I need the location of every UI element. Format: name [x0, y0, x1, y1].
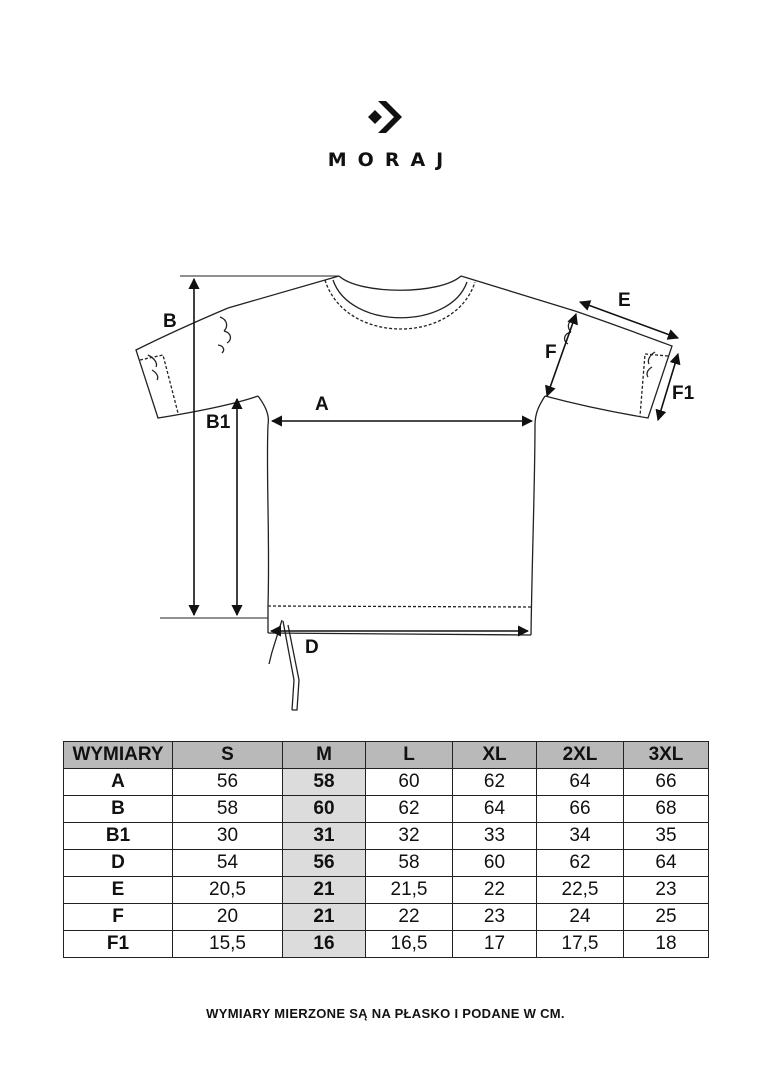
- cell: 58: [366, 850, 453, 877]
- row-label: F1: [64, 931, 173, 958]
- cell: 64: [624, 850, 709, 877]
- cell: 23: [624, 877, 709, 904]
- dimension-lines: [194, 279, 678, 631]
- cell: 54: [173, 850, 283, 877]
- cell: 32: [366, 823, 453, 850]
- cell: 60: [366, 769, 453, 796]
- cell: 20,5: [173, 877, 283, 904]
- cell: 66: [624, 769, 709, 796]
- header-size-s: S: [173, 742, 283, 769]
- measurement-footnote: WYMIARY MIERZONE SĄ NA PŁASKO I PODANE W CM.: [206, 1006, 565, 1021]
- header-size-xl: XL: [453, 742, 537, 769]
- cell: 34: [537, 823, 624, 850]
- header-wymiary: WYMIARY: [64, 742, 173, 769]
- cell: 18: [624, 931, 709, 958]
- row-label: E: [64, 877, 173, 904]
- row-label: B: [64, 796, 173, 823]
- table-row: [64, 796, 709, 823]
- cell: 64: [537, 769, 624, 796]
- cell: 22: [366, 904, 453, 931]
- cell-highlight: 31: [283, 823, 366, 850]
- cell-highlight: 16: [283, 931, 366, 958]
- header-size-l: L: [366, 742, 453, 769]
- table-row: [64, 769, 709, 796]
- header-size-2xl: 2XL: [537, 742, 624, 769]
- size-table: [63, 741, 709, 958]
- row-label: F: [64, 904, 173, 931]
- brand-name: MORAJ: [327, 149, 455, 171]
- cell: 56: [173, 769, 283, 796]
- cell: 25: [624, 904, 709, 931]
- cell: 66: [537, 796, 624, 823]
- tshirt-outline: [136, 276, 672, 710]
- row-label: B1: [64, 823, 173, 850]
- row-label: D: [64, 850, 173, 877]
- cell: 24: [537, 904, 624, 931]
- header-size-m: M: [283, 742, 366, 769]
- table-row: [64, 823, 709, 850]
- cell: 62: [537, 850, 624, 877]
- label-a: A: [315, 394, 329, 415]
- cell: 23: [453, 904, 537, 931]
- label-b: B: [163, 311, 177, 332]
- header-size-3xl: 3XL: [624, 742, 709, 769]
- cell: 22: [453, 877, 537, 904]
- cell: 22,5: [537, 877, 624, 904]
- row-label: A: [64, 769, 173, 796]
- cell: 16,5: [366, 931, 453, 958]
- table-row: [64, 850, 709, 877]
- cell-highlight: 60: [283, 796, 366, 823]
- cell: 62: [366, 796, 453, 823]
- cell: 30: [173, 823, 283, 850]
- cell-highlight: 58: [283, 769, 366, 796]
- cell: 64: [453, 796, 537, 823]
- cell: 20: [173, 904, 283, 931]
- cell: 21,5: [366, 877, 453, 904]
- cell: 58: [173, 796, 283, 823]
- cell: 35: [624, 823, 709, 850]
- table-row: [64, 931, 709, 958]
- cell: 62: [453, 769, 537, 796]
- label-f1: F1: [672, 383, 695, 404]
- cell: 17: [453, 931, 537, 958]
- label-f: F: [545, 342, 557, 363]
- table-header-row: [64, 742, 709, 769]
- label-d: D: [305, 637, 319, 658]
- cell-highlight: 21: [283, 877, 366, 904]
- cell: 33: [453, 823, 537, 850]
- label-e: E: [618, 290, 631, 311]
- table-row: [64, 904, 709, 931]
- cell-highlight: 56: [283, 850, 366, 877]
- cell: 15,5: [173, 931, 283, 958]
- cell: 60: [453, 850, 537, 877]
- cell-highlight: 21: [283, 904, 366, 931]
- table-row: [64, 877, 709, 904]
- cell: 17,5: [537, 931, 624, 958]
- label-b1: B1: [206, 412, 231, 433]
- cell: 68: [624, 796, 709, 823]
